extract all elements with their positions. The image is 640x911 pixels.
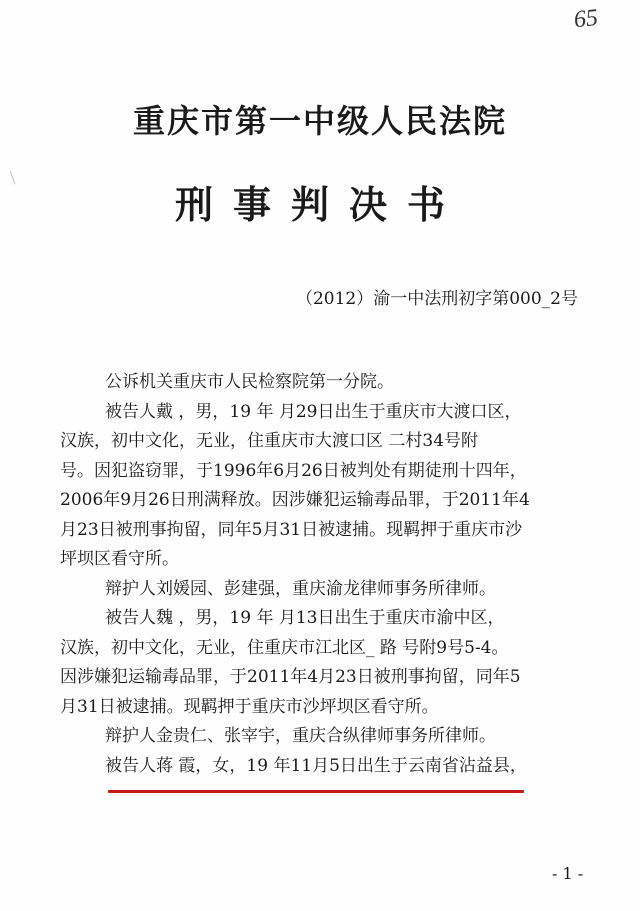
defendant1-line: 汉族，初中文化，无业，住重庆市大渡口区 二村34号附 xyxy=(60,431,479,451)
defendant1-line: 号。因犯盗窃罪，于1996年6月26日被判处有期徒刑十四年， xyxy=(60,460,527,481)
defendant2-line: 月31日被逮捕。现羁押于重庆市沙坪坝区看守所。 xyxy=(60,696,439,717)
red-highlight-underline xyxy=(108,790,524,793)
defendant1-line: 坪坝区看守所。 xyxy=(60,549,179,569)
defender2-line: 辩护人金贵仁、张宰宇，重庆合纵律师事务所律师。 xyxy=(105,726,496,746)
defendant1-line: 2006年9月26日刑满释放。因涉嫌犯运输毒品罪，于2011年4 xyxy=(60,490,530,510)
case-number: （2012）渝一中法刑初字第000_2号 xyxy=(295,289,578,309)
court-name-heading: 重庆市第一中级人民法院 xyxy=(132,102,507,140)
document-type-heading: 刑事判决书 xyxy=(174,183,465,227)
defendant2-line: 被告人魏 ，男，19 年 月13日出生于重庆市渝中区， xyxy=(105,608,505,628)
defendant2-line: 因涉嫌犯运输毒品罪，于2011年4月23日被刑事拘留，同年5 xyxy=(60,667,521,687)
defendant3-line: 被告人蒋 霞，女，19 年11月5日出生于云南省沾益县， xyxy=(105,755,527,776)
prosecutor-line: 公诉机关重庆市人民检察院第一分院。 xyxy=(105,372,394,392)
page-number: - 1 - xyxy=(552,864,584,883)
defendant2-line: 汉族，初中文化，无业，住重庆市江北区_ 路 号附9号5-4。 xyxy=(60,637,509,658)
handwritten-page-mark: 65 xyxy=(572,4,600,34)
judgment-body xyxy=(60,368,590,781)
defender1-line: 辩护人刘媛园、彭建强，重庆渝龙律师事务所律师。 xyxy=(105,578,496,599)
defendant1-line: 被告人戴 ，男，19 年 月29日出生于重庆市大渡口区， xyxy=(105,401,522,422)
defendant1-line: 月23日被刑事拘留，同年5月31日被逮捕。现羁押于重庆市沙 xyxy=(60,519,523,540)
